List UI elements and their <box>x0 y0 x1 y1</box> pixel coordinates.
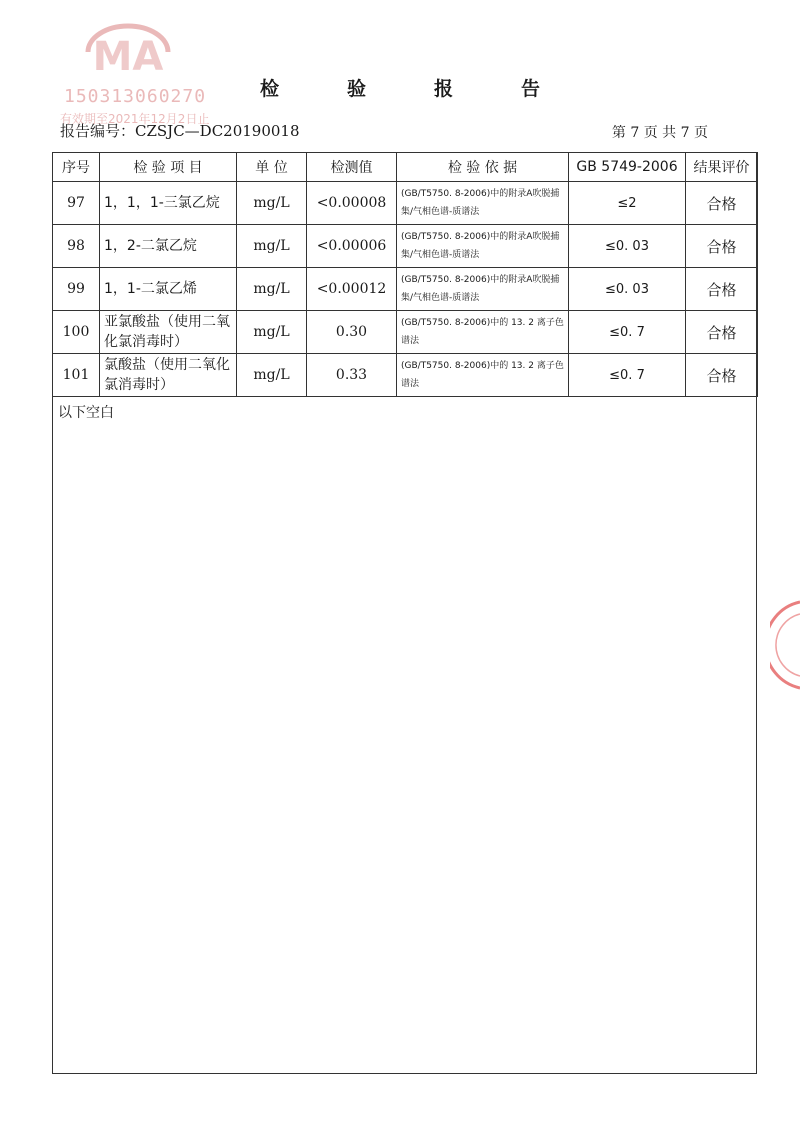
cell-limit: ≤0. 7 <box>569 311 686 354</box>
cell-unit: mg/L <box>237 225 307 268</box>
cell-result: 合格 <box>686 225 758 268</box>
results-table <box>52 152 758 397</box>
stamp-validity: 有效期至2021年12月2日止 <box>60 112 210 126</box>
cell-unit: mg/L <box>237 268 307 311</box>
col-header-item: 检 验 项 目 <box>100 153 237 182</box>
col-header-result: 结果评价 <box>686 153 758 182</box>
title-char: 报 <box>434 78 454 100</box>
stamp-number: 150313060270 <box>64 86 207 107</box>
col-header-no: 序号 <box>53 153 100 182</box>
cell-no: 97 <box>53 182 100 225</box>
cell-basis: (GB/T5750. 8-2006)中的 13. 2 离子色谱法 <box>397 354 569 397</box>
cell-item: 1，1-二氯乙烯 <box>100 268 237 311</box>
cell-item: 1，2-二氯乙烷 <box>100 225 237 268</box>
title-char: 告 <box>521 78 541 100</box>
cell-limit: ≤0. 03 <box>569 268 686 311</box>
table-row <box>53 225 758 268</box>
cell-item: 1，1，1-三氯乙烷 <box>100 182 237 225</box>
cell-no: 98 <box>53 225 100 268</box>
table-row <box>53 268 758 311</box>
cell-limit: ≤0. 03 <box>569 225 686 268</box>
cell-result: 合格 <box>686 354 758 397</box>
blank-below-note: 以下空白 <box>58 405 114 421</box>
cell-no: 101 <box>53 354 100 397</box>
cell-no: 99 <box>53 268 100 311</box>
cell-value: 0.30 <box>307 311 397 354</box>
cell-limit: ≤0. 7 <box>569 354 686 397</box>
col-header-basis: 检 验 依 据 <box>397 153 569 182</box>
table-header-row <box>53 153 758 182</box>
page-title <box>0 74 800 101</box>
col-header-value: 检测值 <box>307 153 397 182</box>
cell-result: 合格 <box>686 268 758 311</box>
cell-value: <0.00006 <box>307 225 397 268</box>
title-char: 检 <box>259 78 279 100</box>
table-row <box>53 311 758 354</box>
cell-basis: (GB/T5750. 8-2006)中的附录A吹脱捕集/气相色谱-质谱法 <box>397 182 569 225</box>
col-header-unit: 单 位 <box>237 153 307 182</box>
cell-unit: mg/L <box>237 311 307 354</box>
cell-unit: mg/L <box>237 354 307 397</box>
col-header-standard: GB 5749-2006 <box>569 153 686 182</box>
cell-value: <0.00008 <box>307 182 397 225</box>
cell-result: 合格 <box>686 311 758 354</box>
cell-basis: (GB/T5750. 8-2006)中的 13. 2 离子色谱法 <box>397 311 569 354</box>
cell-value: <0.00012 <box>307 268 397 311</box>
cell-limit: ≤2 <box>569 182 686 225</box>
table-row <box>53 182 758 225</box>
seal-stamp-icon <box>770 600 800 690</box>
cell-basis: (GB/T5750. 8-2006)中的附录A吹脱捕集/气相色谱-质谱法 <box>397 268 569 311</box>
cma-logo-icon <box>68 22 188 82</box>
cell-no: 100 <box>53 311 100 354</box>
cell-item: 氯酸盐（使用二氧化氯消毒时） <box>100 354 237 397</box>
table-row <box>53 354 758 397</box>
cell-value: 0.33 <box>307 354 397 397</box>
title-char: 验 <box>346 78 366 100</box>
cell-item: 亚氯酸盐（使用二氧化氯消毒时） <box>100 311 237 354</box>
cell-basis: (GB/T5750. 8-2006)中的附录A吹脱捕集/气相色谱-质谱法 <box>397 225 569 268</box>
stamp-logo-text: MA <box>92 34 164 80</box>
page-number: 第 7 页 共 7 页 <box>611 125 708 141</box>
cell-unit: mg/L <box>237 182 307 225</box>
report-number: 报告编号：CZSJC—DC20190018 <box>60 122 300 140</box>
cell-result: 合格 <box>686 182 758 225</box>
